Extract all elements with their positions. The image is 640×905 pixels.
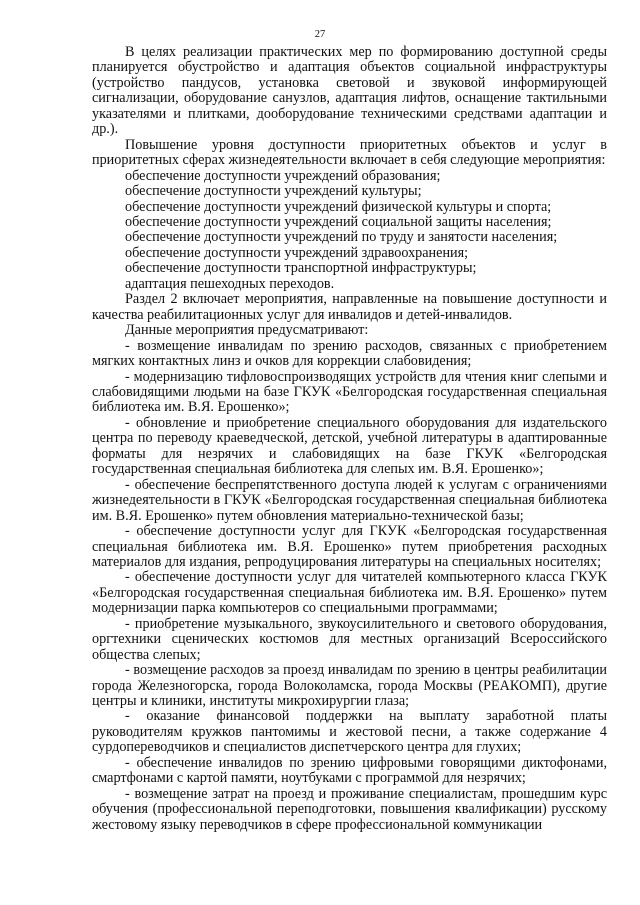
document-body (92, 45, 607, 833)
list-item: - возмещение инвалидам по зрению расходов, связанных с приобретением мягких контактных линз и очков для коррекции слабовидения; (92, 337, 607, 370)
list-item: - возмещение затрат на проезд и проживание специалистам, прошедшим курс обучения (профессиональной переподготовки, повышения квалификации) русскому жестовому языку переводчиков в сфере профессиональной коммуникации (92, 785, 607, 833)
list-item: - обеспечение доступности услуг для читателей компьютерного класса ГКУК «Белгородская государственная специальная библиотека им. В.Я. Ерошенко» путем модернизации парка компьютеров со специальными программами; (92, 569, 607, 617)
list-item: адаптация пешеходных переходов. (125, 275, 335, 292)
page-number: 27 (314, 29, 326, 40)
list-item: обеспечение доступности учреждений здравоохранения; (125, 244, 469, 261)
list-item: обеспечение доступности транспортной инфраструктуры; (125, 260, 477, 277)
list-item: - оказание финансовой поддержки на выплату заработной платы руководителям кружков пантомимы и жестовой песни, а также содержание 4 сурдопереводчиков и специалистов диспетчерского центра для глухих; (92, 708, 607, 756)
list-item: обеспечение доступности учреждений образования; (125, 167, 441, 184)
list-item: обеспечение доступности учреждений культуры; (125, 183, 422, 200)
list-item: - обеспечение беспрепятственного доступа людей к услугам с ограничениями жизнедеятельности в ГКУК «Белгородская государственная специальная библиотека им. В.Я. Ерошенко» путем обновления материально-технической базы; (92, 476, 607, 524)
list-item: обеспечение доступности учреждений социальной защиты населения; (125, 213, 552, 230)
list-item: обеспечение доступности учреждений по труду и занятости населения; (125, 229, 558, 246)
list-item: - обеспечение инвалидов по зрению цифровыми говорящими диктофонами, смартфонами с картой памяти, ноутбуками с программой для незрячих; (92, 754, 607, 787)
paragraph: В целях реализации практических мер по формированию доступной среды планируется обустройство и адаптация объектов социальной инфраструктуры (устройство пандусов, установка световой и звуковой информирующей сигнализации, оборудование санузлов, адаптация лифтов, оснащение тактильными указателями и плитками, дооборудование техническими средствами адаптации и др.). (92, 44, 607, 138)
list-item: обеспечение доступности учреждений физической культуры и спорта; (125, 198, 552, 215)
paragraph: Повышение уровня доступности приоритетных объектов и услуг в приоритетных сферах жизнедеятельности включает в себя следующие мероприятия: (92, 136, 607, 169)
list-item: - модернизацию тифловоспроизводящих устройств для чтения книг слепыми и слабовидящими людьми на базе ГКУК «Белгородская государственная специальная библиотека им. В.Я. Ерошенко»; (92, 368, 607, 416)
list-item: - приобретение музыкального, звукоусилительного и светового оборудования, оргтехники сценических костюмов для местных организаций Всероссийского общества слепых; (92, 615, 607, 663)
paragraph: Данные мероприятия предусматривают: (125, 322, 369, 339)
paragraph: Раздел 2 включает мероприятия, направленные на повышение доступности и качества реабилитационных услуг для инвалидов и детей-инвалидов. (92, 291, 607, 323)
list-item: - обновление и приобретение специального оборудования для издательского центра по переводу краеведческой, детской, учебной литературы в адаптированные форматы для незрячих и слабовидящих на базе ГКУК «Белгородская государственная специальная библиотека для слепых им. В.Я. Ерошенко»; (92, 414, 607, 478)
list-item: - обеспечение доступности услуг для ГКУК «Белгородская государственная специальная библиотека им. В.Я. Ерошенко» путем приобретения расходных материалов для издания, репродуцирования литературы на специальных носителях; (92, 523, 607, 570)
list-item: - возмещение расходов за проезд инвалидам по зрению в центры реабилитации города Железногорска, города Волоколамска, города Москвы (РЕАКОМП), другие центры и клиники, институты микрохирургии глаза; (92, 662, 607, 710)
